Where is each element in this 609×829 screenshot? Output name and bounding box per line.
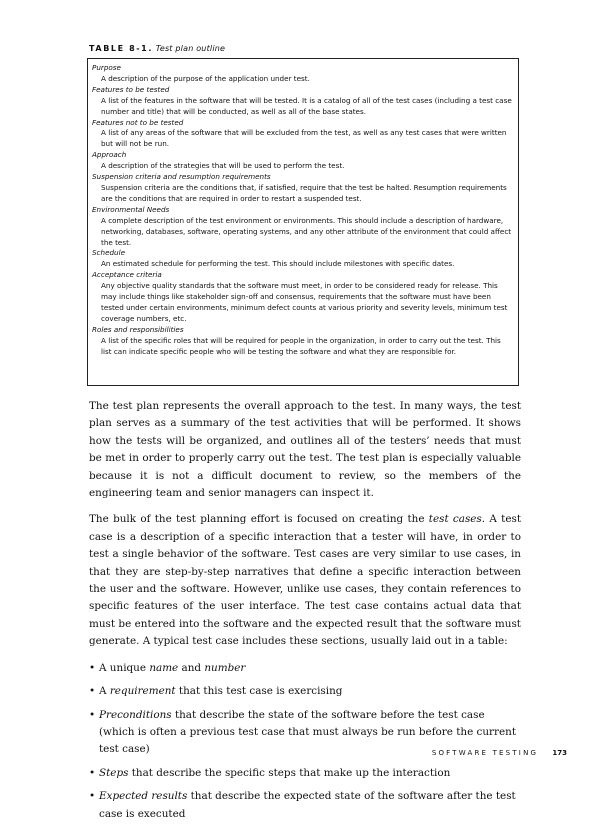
table-entry bbox=[92, 325, 512, 358]
list-text: that describe the state of the software before the test case (which is often a previous test case that must always be run before the current test case) bbox=[99, 708, 517, 756]
list-item bbox=[89, 683, 521, 700]
entry-heading: Roles and responsibilities bbox=[92, 324, 184, 334]
entry-heading: Acceptance criteria bbox=[92, 270, 162, 280]
list-text: that describe the expected state of the software after the test case is executed bbox=[99, 790, 516, 820]
test-plan-outline-table bbox=[87, 58, 519, 386]
list-emphasis: Expected results bbox=[99, 790, 188, 803]
paragraph-test-plan: The test plan represents the overall approach to the test. In many ways, the test plan serves as a summary of the test activities that will be performed. It shows how the tests will be organized, and outlines all of the testers’ needs that must be met in order to properly carry out the test. The test plan is especially valuable because it is not a difficult document to review, so the members of the engineering team and senior managers can inspect it. bbox=[89, 400, 521, 500]
list-emphasis: number bbox=[204, 661, 246, 674]
table-caption bbox=[89, 44, 225, 53]
paragraph-text: The bulk of the test planning effort is focused on creating the bbox=[89, 513, 429, 526]
emphasis-test-cases: test cases bbox=[428, 513, 482, 526]
entry-text: Any objective quality standards that the software must meet, in order to be considered ready for release. This may include things like stakeholder sign-off and consensus, requirements that the software must have been tested under certain environments, minimum defect counts at various priority and severity levels, minimum test coverage numbers, etc. bbox=[101, 281, 508, 323]
table-entry bbox=[92, 150, 512, 172]
table-entry bbox=[92, 118, 512, 151]
table-entry bbox=[92, 63, 512, 85]
page-number: 173 bbox=[552, 749, 567, 757]
table-number: TABLE 8-1. bbox=[89, 44, 153, 53]
bullet-icon: • bbox=[89, 790, 96, 803]
paragraph-text: . A test case is a description of a specific interaction that a tester will have, in order to test a single behavior of the software. Test cases are very similar to use cases, in that they are step-by-step narratives that define a specific interaction between the user and the software. However, unlike use cases, they contain references to specific features of the user interface. The test case contains actual data that must be entered into the software and the expected result that the software must generate. A typical test case includes these sections, usually laid out in a table: bbox=[89, 513, 522, 648]
entry-text: A list of any areas of the software that will be excluded from the test, as well as any test cases that were written but will not be run. bbox=[101, 128, 507, 149]
body-text bbox=[89, 398, 521, 829]
list-item bbox=[89, 765, 521, 782]
entry-text: Suspension criteria are the conditions that, if satisfied, require that the test be halted. Resumption requirements are the conditions that are required in order to restart a suspended test. bbox=[101, 182, 507, 203]
entry-text: A description of the purpose of the application under test. bbox=[101, 73, 310, 83]
entry-text: A description of the strategies that will be used to perform the test. bbox=[101, 161, 345, 171]
bullet-icon: • bbox=[89, 685, 96, 698]
entry-heading: Features not to be tested bbox=[92, 117, 184, 127]
entry-heading: Approach bbox=[92, 150, 127, 160]
entry-heading: Features to be tested bbox=[92, 84, 170, 94]
page-footer bbox=[432, 749, 567, 757]
bullet-icon: • bbox=[89, 766, 96, 779]
list-item bbox=[89, 788, 521, 823]
list-text: A unique bbox=[99, 661, 150, 674]
table-entry bbox=[92, 85, 512, 118]
entry-text: A list of the features in the software that will be tested. It is a catalog of all of the test cases (including a test case number and title) that will be conducted, as well as all of the base states. bbox=[101, 95, 512, 116]
list-text: A bbox=[99, 685, 110, 698]
table-entry bbox=[92, 172, 512, 205]
table-entry bbox=[92, 270, 512, 325]
entry-heading: Suspension criteria and resumption requirements bbox=[92, 172, 271, 182]
list-emphasis: Preconditions bbox=[99, 708, 172, 721]
table-entry bbox=[92, 205, 512, 249]
test-case-sections-list bbox=[89, 660, 521, 823]
table-entry bbox=[92, 248, 512, 270]
list-emphasis: name bbox=[149, 661, 179, 674]
table-title: Test plan outline bbox=[155, 44, 226, 53]
list-emphasis: Steps bbox=[99, 766, 129, 779]
paragraph-test-cases bbox=[89, 511, 521, 650]
list-emphasis: requirement bbox=[109, 685, 176, 698]
entry-heading: Purpose bbox=[92, 63, 121, 72]
list-text: that this test case is exercising bbox=[175, 685, 343, 698]
entry-text: An estimated schedule for performing the test. This should include milestones with specific dates. bbox=[101, 259, 455, 269]
entry-text: A list of the specific roles that will be required for people in the organization, in order to carry out the test. This list can indicate specific people who will be testing the software and what they are responsible for. bbox=[101, 335, 501, 356]
list-text: and bbox=[178, 661, 205, 674]
entry-heading: Environmental Needs bbox=[92, 204, 170, 214]
entry-text: A complete description of the test environment or environments. This should include a description of hardware, networking, databases, software, operating systems, and any other attribute of the environment that could affect the test. bbox=[101, 215, 512, 247]
bullet-icon: • bbox=[89, 661, 96, 674]
running-head: SOFTWARE TESTING bbox=[431, 749, 539, 757]
list-text: that describe the specific steps that make up the interaction bbox=[128, 766, 451, 779]
entry-heading: Schedule bbox=[92, 248, 126, 258]
bullet-icon: • bbox=[89, 708, 96, 721]
list-item bbox=[89, 660, 521, 677]
